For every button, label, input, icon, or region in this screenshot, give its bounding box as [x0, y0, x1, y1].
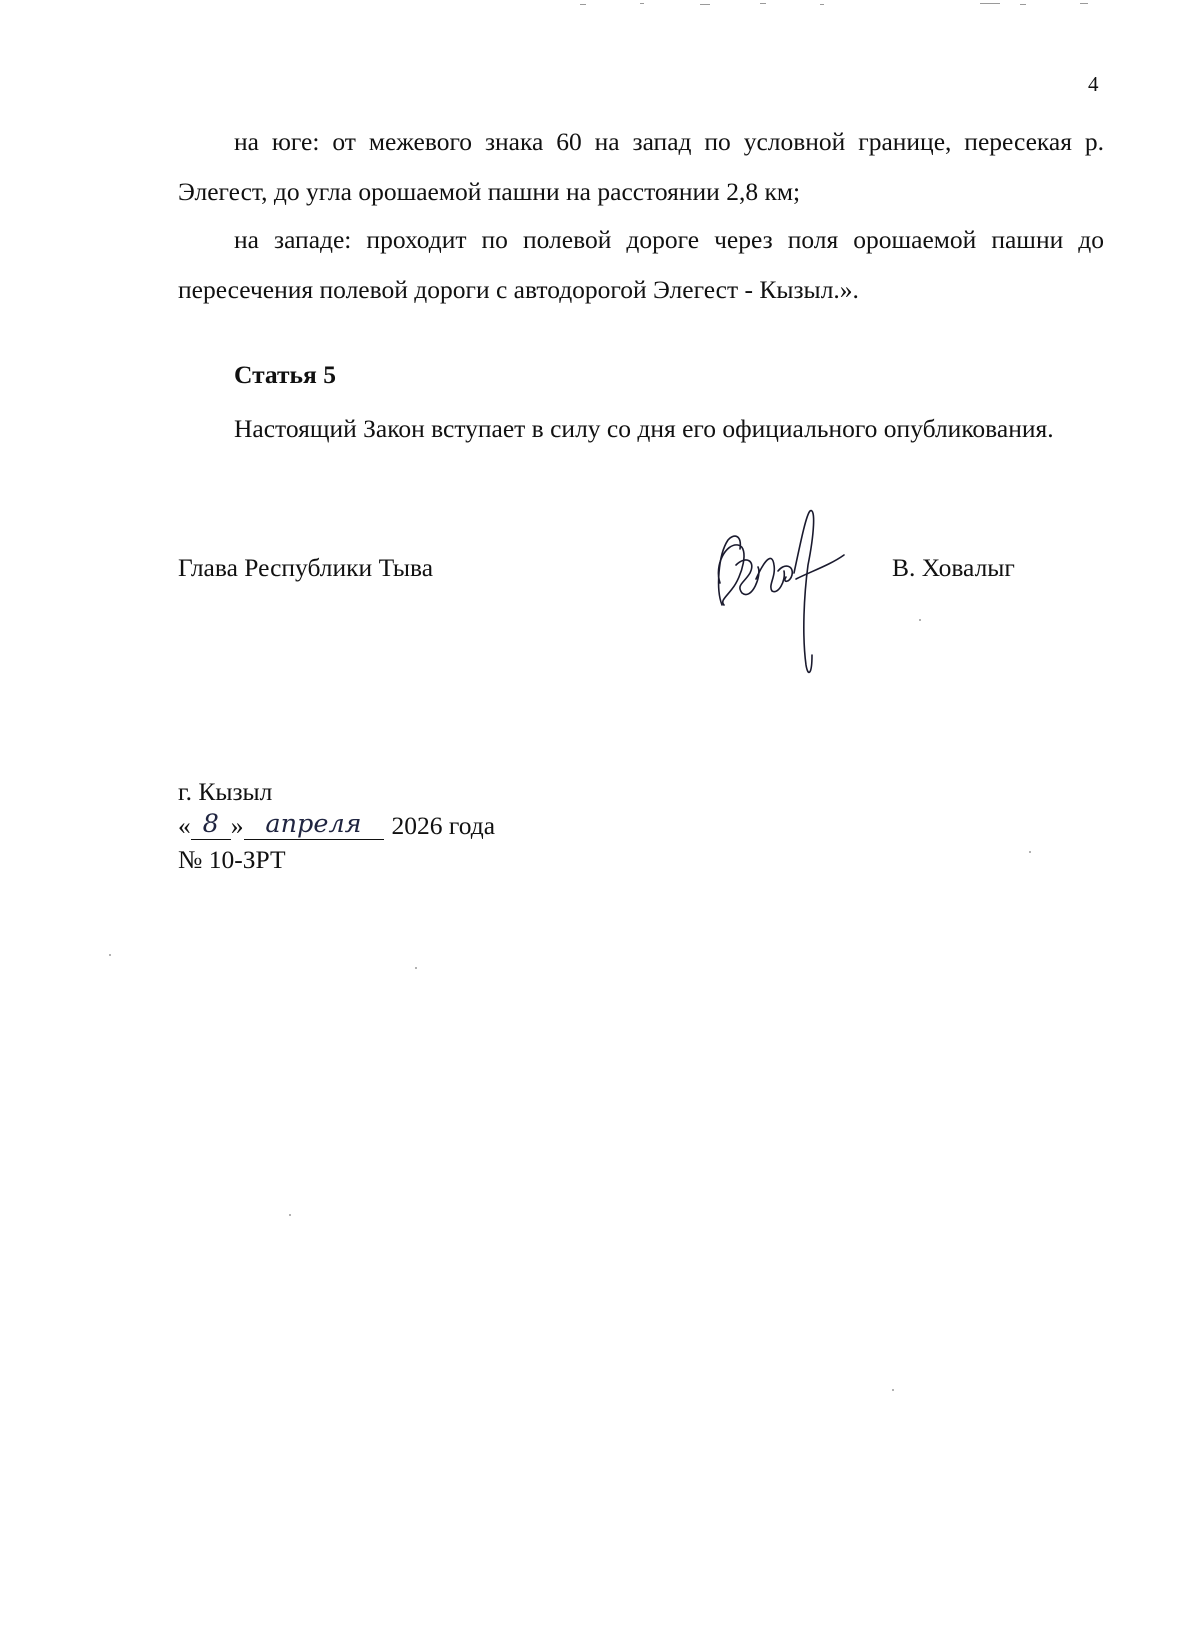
date-close-quote: » [230, 811, 244, 840]
article-heading: Статья 5 [234, 360, 336, 389]
date-year: 2026 года [391, 811, 496, 840]
date-open-quote: « [178, 811, 191, 840]
signatory-name: В. Ховалыг [892, 553, 1015, 582]
law-number: № 10-ЗРТ [178, 845, 286, 874]
page-number: 4 [1088, 72, 1099, 96]
paragraph-south-boundary: на юге: от межевого знака 60 на запад по условной границе, пересекая р. Элегест, до угла орошаемой пашни на расстоянии 2,8 км; [178, 127, 1104, 206]
date-month-handwritten: апреля [265, 809, 362, 839]
article-text: Настоящий Закон вступает в силу со дня его официального опубликования. [234, 414, 1054, 443]
footer-city: г. Кызыл [178, 777, 273, 806]
date-day-handwritten: 8 [202, 809, 219, 839]
paragraph-west-boundary: на западе: проходит по полевой дороге через поля орошаемой пашни до пересечения полевой дороги с автодорогой Элегест - Кызыл.». [178, 225, 1104, 304]
signatory-title: Глава Республики Тыва [178, 553, 434, 582]
